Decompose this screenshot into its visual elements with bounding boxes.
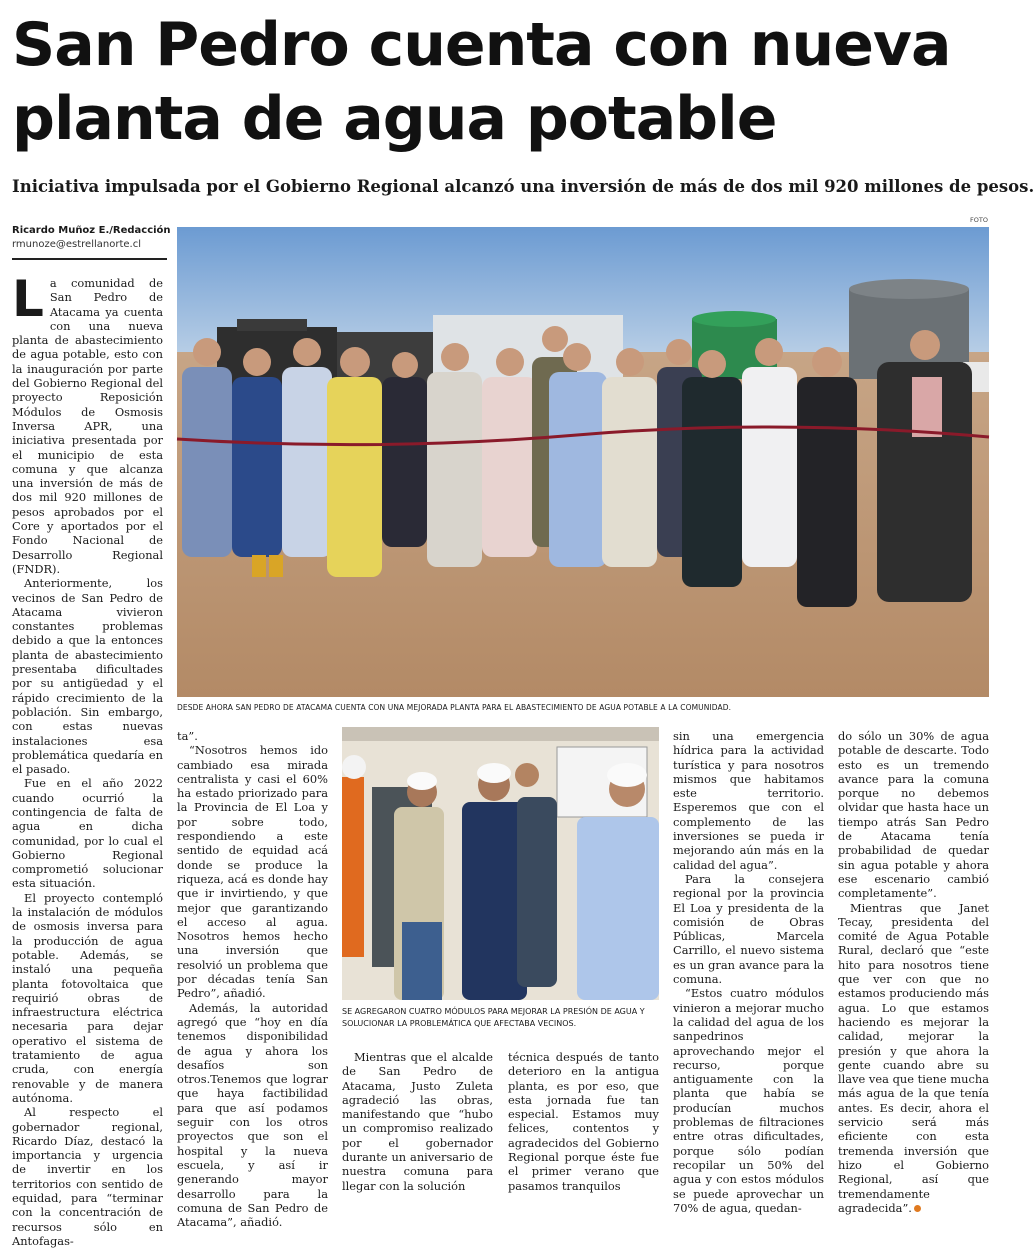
author-name: Ricardo Muñoz E./Redacción xyxy=(12,225,171,236)
headline xyxy=(12,8,992,156)
photo-credit: FOTO xyxy=(970,216,988,224)
headline-line-1: San Pedro cuenta con nueva xyxy=(12,10,951,80)
paragraph: El proyecto contempló la instalación de módulos de osmosis inversa para la producción de agua potable. Además, se instaló una pequeña planta fotovoltaica que requirió obras de infraestructura eléctrica necesaria para dejar operativo el sistema de tratamiento de agua cruda, con energía renovable y de manera autónoma. xyxy=(12,890,163,1105)
paragraph: “Estos cuatro módulos vinieron a mejorar mucho la calidad del agua de los sanpedrinos aprovechando mejor el recurso, porque antiguamente con la planta que había se producían muchos problemas de filtraciones entre otras dificultades, porque sólo podían recopilar un 50% del agua y con estos módulos se puede aprovechar un 70% de agua, quedan- xyxy=(673,986,824,1215)
column-1 xyxy=(12,270,163,1248)
paragraph: Mientras que el alcalde de San Pedro de Atacama, Justo Zuleta agradeció las obras, manifestando que “hubo un compromiso realizado por el gobernador durante un aniversario de nuestra comuna para llegar con la solución xyxy=(342,1050,493,1193)
column-5 xyxy=(838,729,989,1215)
paragraph: Además, la autoridad agregó que “hoy en día tenemos disponibilidad de agua y ahora los desafíos son otros.Tenemos que lograr que haya factibilidad para que así podamos seguir con los otros proyectos que son el hospital y la nueva escuela, y así ir generando mayor desarrollo para la comuna de San Pedro de Atacama”, añadió. xyxy=(177,1000,328,1230)
end-of-article-icon xyxy=(914,1205,921,1212)
byline xyxy=(12,224,172,252)
byline-rule xyxy=(12,258,167,260)
paragraph: Fue en el año 2022 cuando ocurrió la contingencia de falta de agua en dicha comunidad, por lo cual el Gobierno Regional comprometió solucionar esta situación. xyxy=(12,776,163,891)
paragraph xyxy=(838,901,989,1216)
paragraph: Anteriormente, los vecinos de San Pedro de Atacama vivieron constantes problemas debido a que la entonces planta de abastecimiento presentaba dificultades por su antigüedad y el rápido crecimiento de la población. Sin embargo, con estas nuevas instalaciones esa problemática quedaría en el pasado. xyxy=(12,576,163,777)
paragraph: técnica después de tanto deterioro en la antigua planta, es por eso, que esta jornada fue tan especial. Estamos muy felices, contentos y agradecidos del Gobierno Regional porque éste fue el primer verano que pasamos tranquilos xyxy=(508,1050,659,1193)
column-4-lower xyxy=(508,1050,659,1195)
main-photo-caption: DESDE AHORA SAN PEDRO DE ATACAMA CUENTA CON UNA MEJORADA PLANTA PARA EL ABASTECIMIENTO DE AGUA POTABLE A LA COMUNIDAD. xyxy=(177,703,732,712)
dropcap: L xyxy=(12,270,44,328)
paragraph xyxy=(12,270,163,576)
paragraph: “Nosotros hemos ido cambiado esa mirada centralista y casi el 60% ha estado priorizado para la Provincia de El Loa y por sobre todo, respondiendo a este sentido de equidad acá donde se produce la riqueza, acá es donde hay que ir invirtiendo, y que mejor que garantizando el acceso al agua. Nosotros hemos hecho una inversión que resolvió un problema que por décadas tenía San Pedro”, añadió. xyxy=(177,743,328,1001)
plant-interior-illustration xyxy=(342,727,659,1000)
author-email: rmunoze@estrellanorte.cl xyxy=(12,239,141,250)
paragraph-text: a comunidad de San Pedro de Atacama ya cuenta con una nueva planta de abastecimiento de agua potable, esto con la inauguración por parte del Gobierno Regional del proyecto Reposición Módulos de Osmosis Inversa APR, una iniciativa presentada por el municipio de esta comuna y que alcanza una inversión de más de dos mil 920 millones de pesos aprobados por el Core y aportados por el Fondo Nacional de Desarrollo Regional (FNDR). xyxy=(12,276,163,576)
ceremony-photo xyxy=(177,227,989,697)
column-3 xyxy=(342,1050,493,1195)
column-2 xyxy=(177,729,328,1230)
paragraph: ta”. xyxy=(177,729,198,743)
ceremony-photo-illustration xyxy=(177,227,989,697)
paragraph: Para la consejera regional por la provincia El Loa y presidenta de la comisión de Obras Públicas, Marcela Carrillo, el nuevo sistema es un gran avance para la comuna. xyxy=(673,871,824,987)
second-photo-caption: SE AGREGARON CUATRO MÓDULOS PARA MEJORAR LA PRESIÓN DE AGUA Y SOLUCIONAR LA PROBLEMÁTICA QUE AFECTABA VECINOS. xyxy=(342,1007,645,1028)
column-4 xyxy=(673,729,824,1215)
plant-interior-photo xyxy=(342,727,659,1000)
subheadline: Iniciativa impulsada por el Gobierno Regional alcanzó una inversión de más de dos mil 920 millones de pesos. xyxy=(12,177,1034,196)
paragraph: sin una emergencia hídrica para la actividad turística y para nosotros mismos que habitamos este territorio. Esperemos que con el complemento de las inversiones se pueda ir mejorando aún más en la calidad del agua”. xyxy=(673,729,824,872)
paragraph: Al respecto el gobernador regional, Ricardo Díaz, destacó la importancia y urgencia de invertir en los territorios con sentido de equidad, para “terminar con la concentración de recursos sólo en Antofagas- xyxy=(12,1105,163,1248)
paragraph: do sólo un 30% de agua potable de descarte. Todo esto es un tremendo avance para la comuna porque no debemos olvidar que hasta hace un tiempo atrás San Pedro de Atacama tenía probabilidad de quedar sin agua potable y ahora ese escenario cambió completamente”. xyxy=(838,729,989,901)
paragraph-text: Mientras que Janet Tecay, presidenta del comité de Agua Potable Rural, declaró que “este hito para nosotros tiene que ver con que no estamos produciendo más agua. Lo que estamos haciendo es mejorar la calidad, mejorar la presión y que ahora la gente cuando abre su llave vea que tiene mucha más agua de la que tenía antes. Es decir, ahora el servicio será más eficiente con esta tremenda inversión que hizo el Gobierno Regional, así que tremendamente agradecida”. xyxy=(838,900,989,1215)
headline-line-2: planta de agua potable xyxy=(12,84,777,154)
